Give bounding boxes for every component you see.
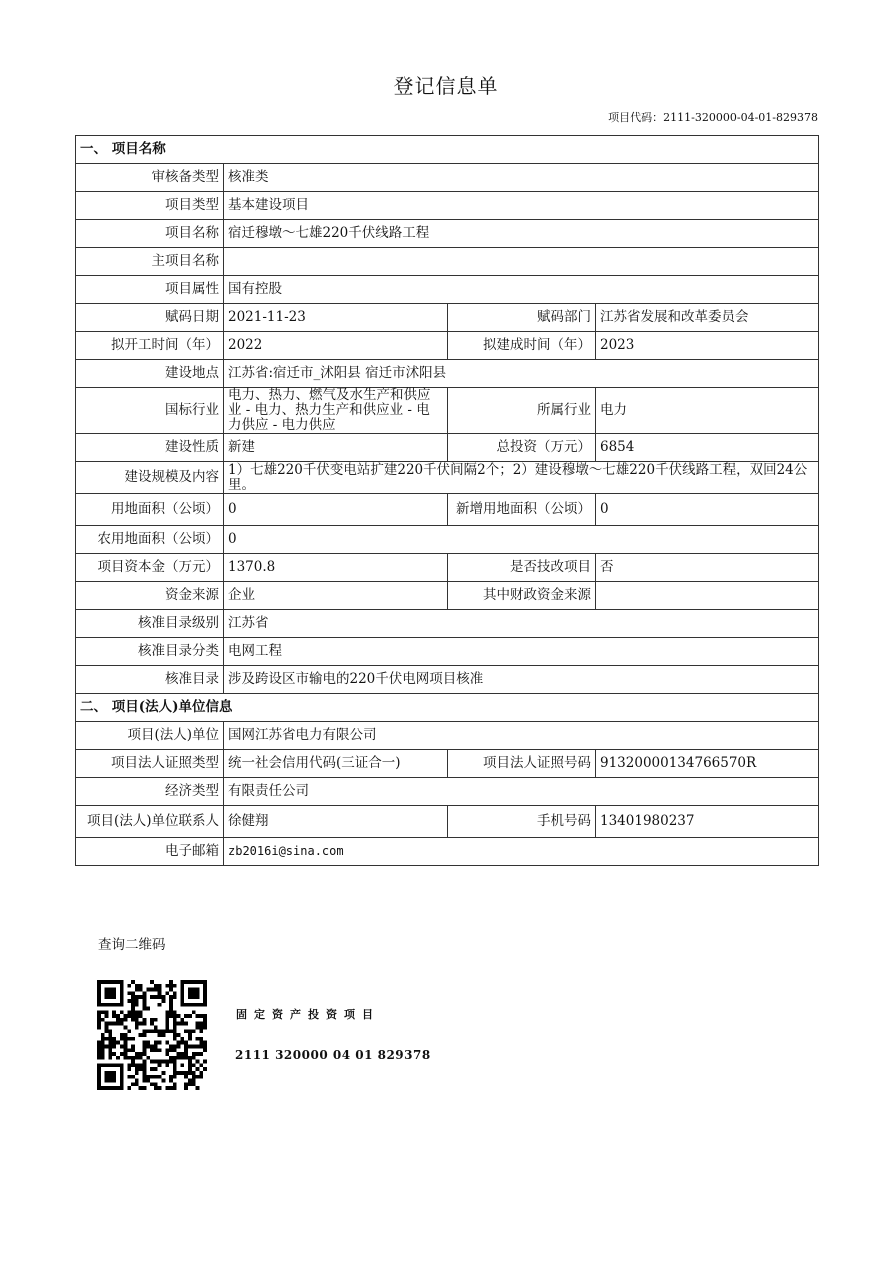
label-nature: 建设性质 [76, 434, 224, 462]
value-fund-source: 企业 [224, 582, 448, 610]
value-nature: 新建 [224, 434, 448, 462]
qr-caption-title: 固定资产投资项目 [236, 1008, 380, 1021]
label-phone: 手机号码 [448, 806, 596, 838]
value-catalog-level: 江苏省 [224, 610, 819, 638]
value-cert-no: 91320000134766570R [596, 750, 819, 778]
qr-label: 查询二维码 [98, 937, 166, 953]
value-scale: 1）七雄220千伏变电站扩建220千伏间隔2个；2）建设穆墩～七雄220千伏线路工程，双回24公里。 [224, 462, 819, 494]
value-farm-land-area: 0 [224, 526, 819, 554]
value-contact: 徐健翔 [224, 806, 448, 838]
label-project-type: 项目类型 [76, 192, 224, 220]
label-email: 电子邮箱 [76, 838, 224, 866]
label-finish-year: 拟建成时间（年） [448, 332, 596, 360]
label-national-industry: 国标行业 [76, 388, 224, 434]
section-unit-info: 二、 项目(法人)单位信息 [76, 694, 819, 722]
value-capital: 1370.8 [224, 554, 448, 582]
value-catalog: 涉及跨设区市输电的220千伏电网项目核准 [224, 666, 819, 694]
label-main-project-name: 主项目名称 [76, 248, 224, 276]
value-review-type: 核准类 [224, 164, 819, 192]
label-code-dept: 赋码部门 [448, 304, 596, 332]
value-econ-type: 有限责任公司 [224, 778, 819, 806]
value-cert-type: 统一社会信用代码(三证合一) [224, 750, 448, 778]
page-title: 登记信息单 [393, 74, 499, 98]
label-project-name: 项目名称 [76, 220, 224, 248]
label-start-year: 拟开工时间（年） [76, 332, 224, 360]
label-catalog-class: 核准目录分类 [76, 638, 224, 666]
value-total-investment: 6854 [596, 434, 819, 462]
qr-caption-code: 2111 320000 04 01 829378 [235, 1048, 431, 1062]
value-new-land-area: 0 [596, 494, 819, 526]
value-phone: 13401980237 [596, 806, 819, 838]
label-location: 建设地点 [76, 360, 224, 388]
value-project-attr: 国有控股 [224, 276, 819, 304]
value-industry: 电力 [596, 388, 819, 434]
label-project-attr: 项目属性 [76, 276, 224, 304]
label-fiscal-source: 其中财政资金来源 [448, 582, 596, 610]
value-land-area: 0 [224, 494, 448, 526]
value-tech-reform: 否 [596, 554, 819, 582]
label-catalog-level: 核准目录级别 [76, 610, 224, 638]
value-national-industry: 电力、热力、燃气及水生产和供应业 - 电力、热力生产和供应业 - 电力供应 - 电力供应 [224, 388, 448, 434]
value-finish-year: 2023 [596, 332, 819, 360]
value-catalog-class: 电网工程 [224, 638, 819, 666]
label-fund-source: 资金来源 [76, 582, 224, 610]
label-review-type: 审核备类型 [76, 164, 224, 192]
value-project-type: 基本建设项目 [224, 192, 819, 220]
label-tech-reform: 是否技改项目 [448, 554, 596, 582]
label-capital: 项目资本金（万元） [76, 554, 224, 582]
label-new-land-area: 新增用地面积（公顷） [448, 494, 596, 526]
value-unit: 国网江苏省电力有限公司 [224, 722, 819, 750]
value-location: 江苏省:宿迁市_沭阳县 宿迁市沭阳县 [224, 360, 819, 388]
label-land-area: 用地面积（公顷） [76, 494, 224, 526]
label-farm-land-area: 农用地面积（公顷） [76, 526, 224, 554]
label-cert-type: 项目法人证照类型 [76, 750, 224, 778]
registration-table [75, 135, 819, 866]
label-scale: 建设规模及内容 [76, 462, 224, 494]
label-total-investment: 总投资（万元） [448, 434, 596, 462]
value-main-project-name [224, 248, 819, 276]
label-unit: 项目(法人)单位 [76, 722, 224, 750]
label-code-date: 赋码日期 [76, 304, 224, 332]
label-industry: 所属行业 [448, 388, 596, 434]
value-code-date: 2021-11-23 [224, 304, 448, 332]
qr-code-image [97, 980, 207, 1090]
label-econ-type: 经济类型 [76, 778, 224, 806]
value-code-dept: 江苏省发展和改革委员会 [596, 304, 819, 332]
label-cert-no: 项目法人证照号码 [448, 750, 596, 778]
value-email: zb2016i@sina.com [224, 838, 819, 866]
label-catalog: 核准目录 [76, 666, 224, 694]
project-code: 项目代码：2111-320000-04-01-829378 [608, 111, 818, 124]
value-project-name: 宿迁穆墩～七雄220千伏线路工程 [224, 220, 819, 248]
section-project-name: 一、 项目名称 [76, 136, 819, 164]
value-start-year: 2022 [224, 332, 448, 360]
label-contact: 项目(法人)单位联系人 [76, 806, 224, 838]
value-fiscal-source [596, 582, 819, 610]
